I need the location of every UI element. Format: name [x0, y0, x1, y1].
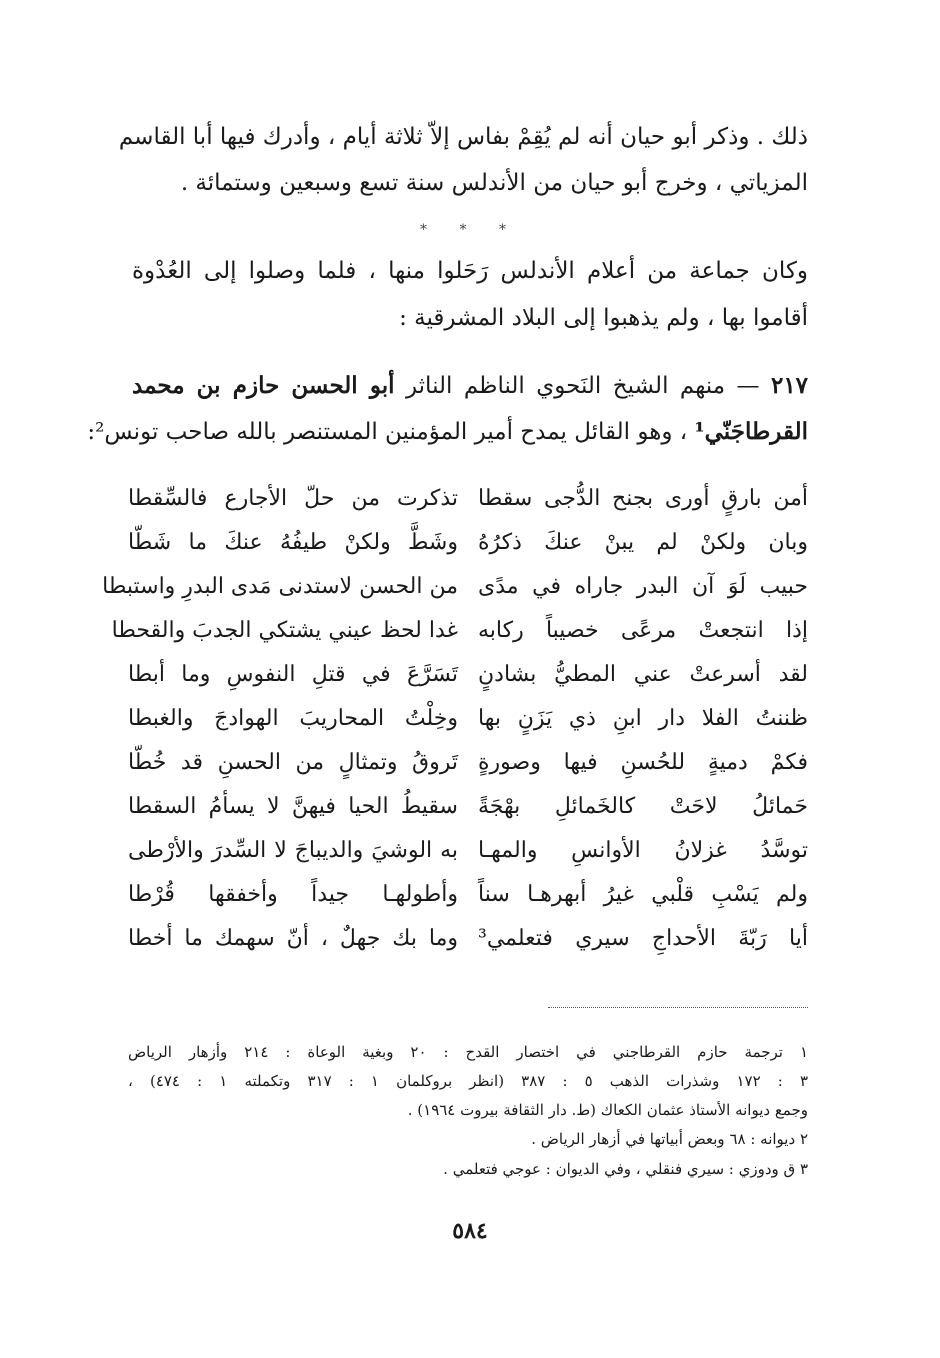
poem-verse — [128, 662, 808, 702]
verse-first-hemistich: حبيب لَوَ آن البدر جاراه في مدًى — [478, 574, 808, 599]
verse-first-hemistich: أيا رَبّةَ الأحداجِ سيري فتعلمي³ — [478, 926, 808, 951]
entry-heading-line-2 — [87, 418, 808, 445]
verse-first-hemistich: أمن بارقٍ أورى بجنح الدُّجى سقطا — [478, 486, 808, 511]
footnote-divider — [548, 1007, 808, 1008]
paragraph-1-line-1: ذلك . وذكر أبو حيان أنه لم يُقِمْ بفاس إلاّ ثلاثة أيام ، وأدرك فيها أبا القاسم — [118, 124, 808, 150]
poem-verse — [128, 530, 808, 570]
footnote-3: ٣ ق ودوزي : سيري فنقلي ، وفي الديوان : عوجي فتعلمي . — [443, 1160, 808, 1178]
verse-first-hemistich: ولم يَسْبِ قلْبي غيرُ أبهرهـا سناً — [478, 882, 808, 907]
poem-verse — [128, 838, 808, 878]
verse-first-hemistich: توسَّدُ غزلانُ الأوانسِ والمهـا — [478, 838, 808, 863]
verse-first-hemistich: حَمائلُ لاحَتْ كالخَمائلِ بهْجَةً — [478, 794, 808, 819]
verse-first-hemistich: إذا انتجعتْ مرعًى خصيباً ركابه — [478, 618, 808, 643]
poem-verse — [128, 882, 808, 922]
footnote-1-line-1: ١ ترجمة حازم القرطاجني في اختصار القدح : ٢٠ وبغية الوعاة : ٢١٤ وأزهار الرياض — [128, 1043, 808, 1061]
entry-heading-line-1 — [132, 372, 808, 399]
entry-description: ، وهو القائل يمدح أمير المؤمنين المستنصر بالله صاحب تونس²: — [87, 419, 688, 445]
entry-name: أبو الحسن حازم بن محمد — [132, 372, 395, 399]
verse-second-hemistich: غدا لحظ عيني يشتكي الجدبَ والقحطا — [111, 618, 458, 643]
paragraph-2-line-1: وكان جماعة من أعلام الأندلس رَحَلوا منها ، فلما وصلوا إلى العُدْوة — [132, 258, 808, 284]
verse-first-hemistich: وبان ولكنْ لم يبنْ عنكَ ذكرُهُ — [478, 530, 808, 555]
footnote-1-line-2: ٣ : ١٧٢ وشذرات الذهب ٥ : ٣٨٧ (انظر بروكلمان ١ : ٣١٧ وتكملته ١ : ٤٧٤) ، — [128, 1072, 808, 1090]
poem-verse — [111, 618, 808, 658]
poem-verse — [128, 926, 808, 966]
verse-second-hemistich: تذكرت من حلّ الأجارع فالسِّقطا — [128, 486, 458, 511]
verse-second-hemistich: وأطولهـا جيداً وأخفقها قُرْطا — [128, 882, 458, 907]
verse-first-hemistich: لقد أسرعتْ عني المطيُّ بشادنٍ — [478, 662, 808, 687]
verse-second-hemistich: تَسَرَّعَ في قتلِ النفوسِ وما أبطا — [128, 662, 458, 687]
verse-second-hemistich: من الحسن لاستدنى مَدى البدرِ واستبطا — [102, 574, 458, 599]
poem-verse — [102, 574, 808, 614]
paragraph-2-line-2: أقاموا بها ، ولم يذهبوا إلى البلاد المشرقية : — [399, 305, 808, 331]
section-separator: * * * — [420, 222, 520, 238]
page-number: ٥٨٤ — [452, 1218, 488, 1244]
verse-second-hemistich: وشَطَّ ولكنْ طيفُهُ عنكَ ما شَطّا — [128, 530, 458, 555]
entry-name-nisba: القرطاجَنّي¹ — [694, 418, 808, 445]
verse-second-hemistich: تَروقُ وتمثالٍ من الحسنِ قد خُطّا — [128, 750, 458, 775]
verse-second-hemistich: به الوشيَ والديباجَ لا السِّدرَ والأرْطى — [128, 838, 458, 863]
poem-verse — [128, 794, 808, 834]
entry-intro-text: — منهم الشيخ النَحوي الناظم الناثر — [405, 373, 760, 399]
poem-verse — [128, 750, 808, 790]
poem-verse — [128, 706, 808, 746]
verse-first-hemistich: ظننتُ الفلا دار ابنِ ذي يَزَنٍ بها — [478, 706, 808, 731]
poem-verse — [128, 486, 808, 526]
verse-second-hemistich: سقيطُ الحيا فيهنَّ لا يسأمُ السقطا — [128, 794, 458, 819]
verse-second-hemistich: وما بك جهلٌ ، أنّ سهمك ما أخطا — [128, 926, 458, 951]
entry-number: ٢١٧ — [770, 372, 809, 399]
footnote-1-line-3: وجمع ديوانه الأستاذ عثمان الكعاك (ط. دار الثقافة بيروت ١٩٦٤) . — [407, 1101, 808, 1119]
paragraph-1-line-2: المزياتي ، وخرج أبو حيان من الأندلس سنة تسع وسبعين وستمائة . — [180, 170, 808, 196]
verse-second-hemistich: وخِلْتُ المحاريبَ الهوادجَ والغبطا — [128, 706, 458, 731]
verse-first-hemistich: فكمْ دميةٍ للحُسنِ فيها وصورةٍ — [478, 750, 808, 775]
footnote-2: ٢ ديوانه : ٦٨ وبعض أبياتها في أزهار الرياض . — [531, 1130, 808, 1148]
